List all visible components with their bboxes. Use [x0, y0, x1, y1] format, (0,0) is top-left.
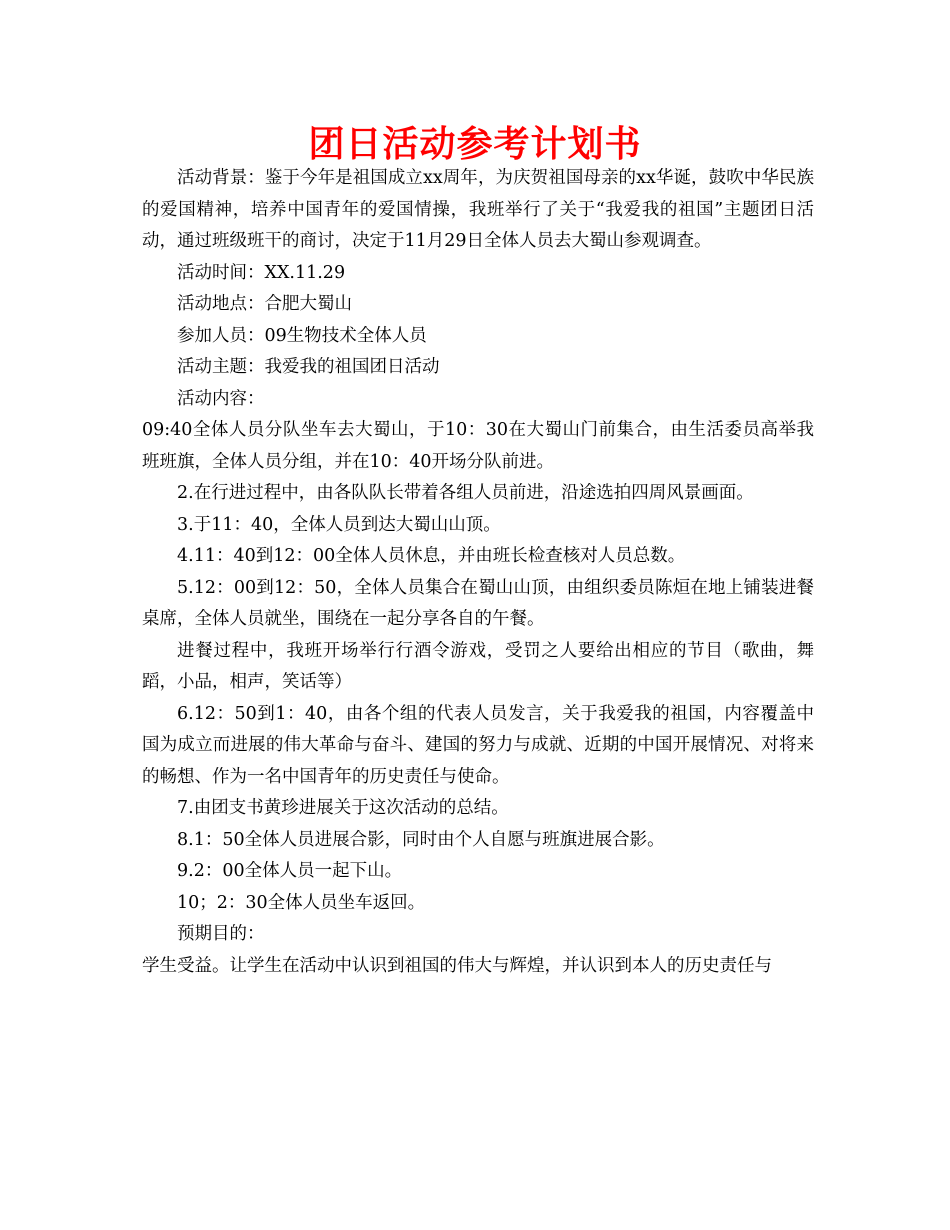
paragraph-item-1: 09:40全体人员分队坐车去大蜀山，于10：30在大蜀山门前集合，由生活委员高举我班班旗，全体人员分组，并在10：40开场分队前进。: [142, 420, 814, 472]
paragraph-goal-heading: 预期目的：: [177, 924, 265, 944]
paragraph-item-8: 8.1：50全体人员进展合影，同时由个人自愿与班旗进展合影。: [177, 829, 665, 850]
paragraph-item-5: 5.12：00到12：50，全体人员集合在蜀山山顶，由组织委员陈烜在地上铺装进餐桌席，全体人员就坐，围绕在一起分享各自的午餐。: [142, 577, 814, 629]
paragraph-item-9: 9.2：00全体人员一起下山。: [177, 861, 403, 881]
document-title: 团日活动参考计划书: [308, 123, 642, 165]
paragraph-item-7: 7.由团支书黄珍进展关于这次活动的总结。: [177, 798, 509, 818]
document-body: [142, 163, 814, 982]
paragraph-meal-game: 进餐过程中，我班开场举行行酒令游戏，受罚之人要给出相应的节目（歌曲，舞蹈，小品，相声，笑话等）: [142, 640, 814, 692]
paragraph-participants: 参加人员：09生物技术全体人员: [177, 325, 427, 346]
paragraph-content-heading: 活动内容：: [177, 388, 265, 409]
paragraph-goal-text: 学生受益。让学生在活动中认识到祖国的伟大与辉煌，并认识到本人的历史责任与: [142, 955, 772, 976]
paragraph-item-2: 2.在行进过程中，由各队队长带着各组人员前进，沿途选拍四周风景画面。: [177, 483, 754, 503]
paragraph-item-4: 4.11：40到12：00全体人员休息，并由班长检查核对人员总数。: [177, 546, 686, 566]
paragraph-time: 活动时间：XX.11.29: [177, 262, 346, 283]
paragraph-location: 活动地点：合肥大蜀山: [177, 294, 352, 314]
paragraph-item-3: 3.于11：40，全体人员到达大蜀山山顶。: [177, 514, 501, 535]
paragraph-item-6: 6.12：50到1：40，由各个组的代表人员发言，关于我爱我的祖国，内容覆盖中国为成立而进展的伟大革命与奋斗、建国的努力与成就、近期的中国开展情况、对将来的畅想、作为一名中国青年的历史责任与使命。: [142, 703, 814, 787]
paragraph-theme: 活动主题：我爱我的祖国团日活动: [177, 357, 440, 377]
paragraph-item-10: 10；2：30全体人员坐车返回。: [177, 892, 426, 913]
paragraph-background: 活动背景：鉴于今年是祖国成立xx周年，为庆贺祖国母亲的xx华诞，鼓吹中华民族的爱国精神，培养中国青年的爱国情操，我班举行了关于“我爱我的祖国”主题团日活动，通过班级班干的商讨，决定于11月29日全体人员去大蜀山参观调查。: [142, 168, 814, 251]
